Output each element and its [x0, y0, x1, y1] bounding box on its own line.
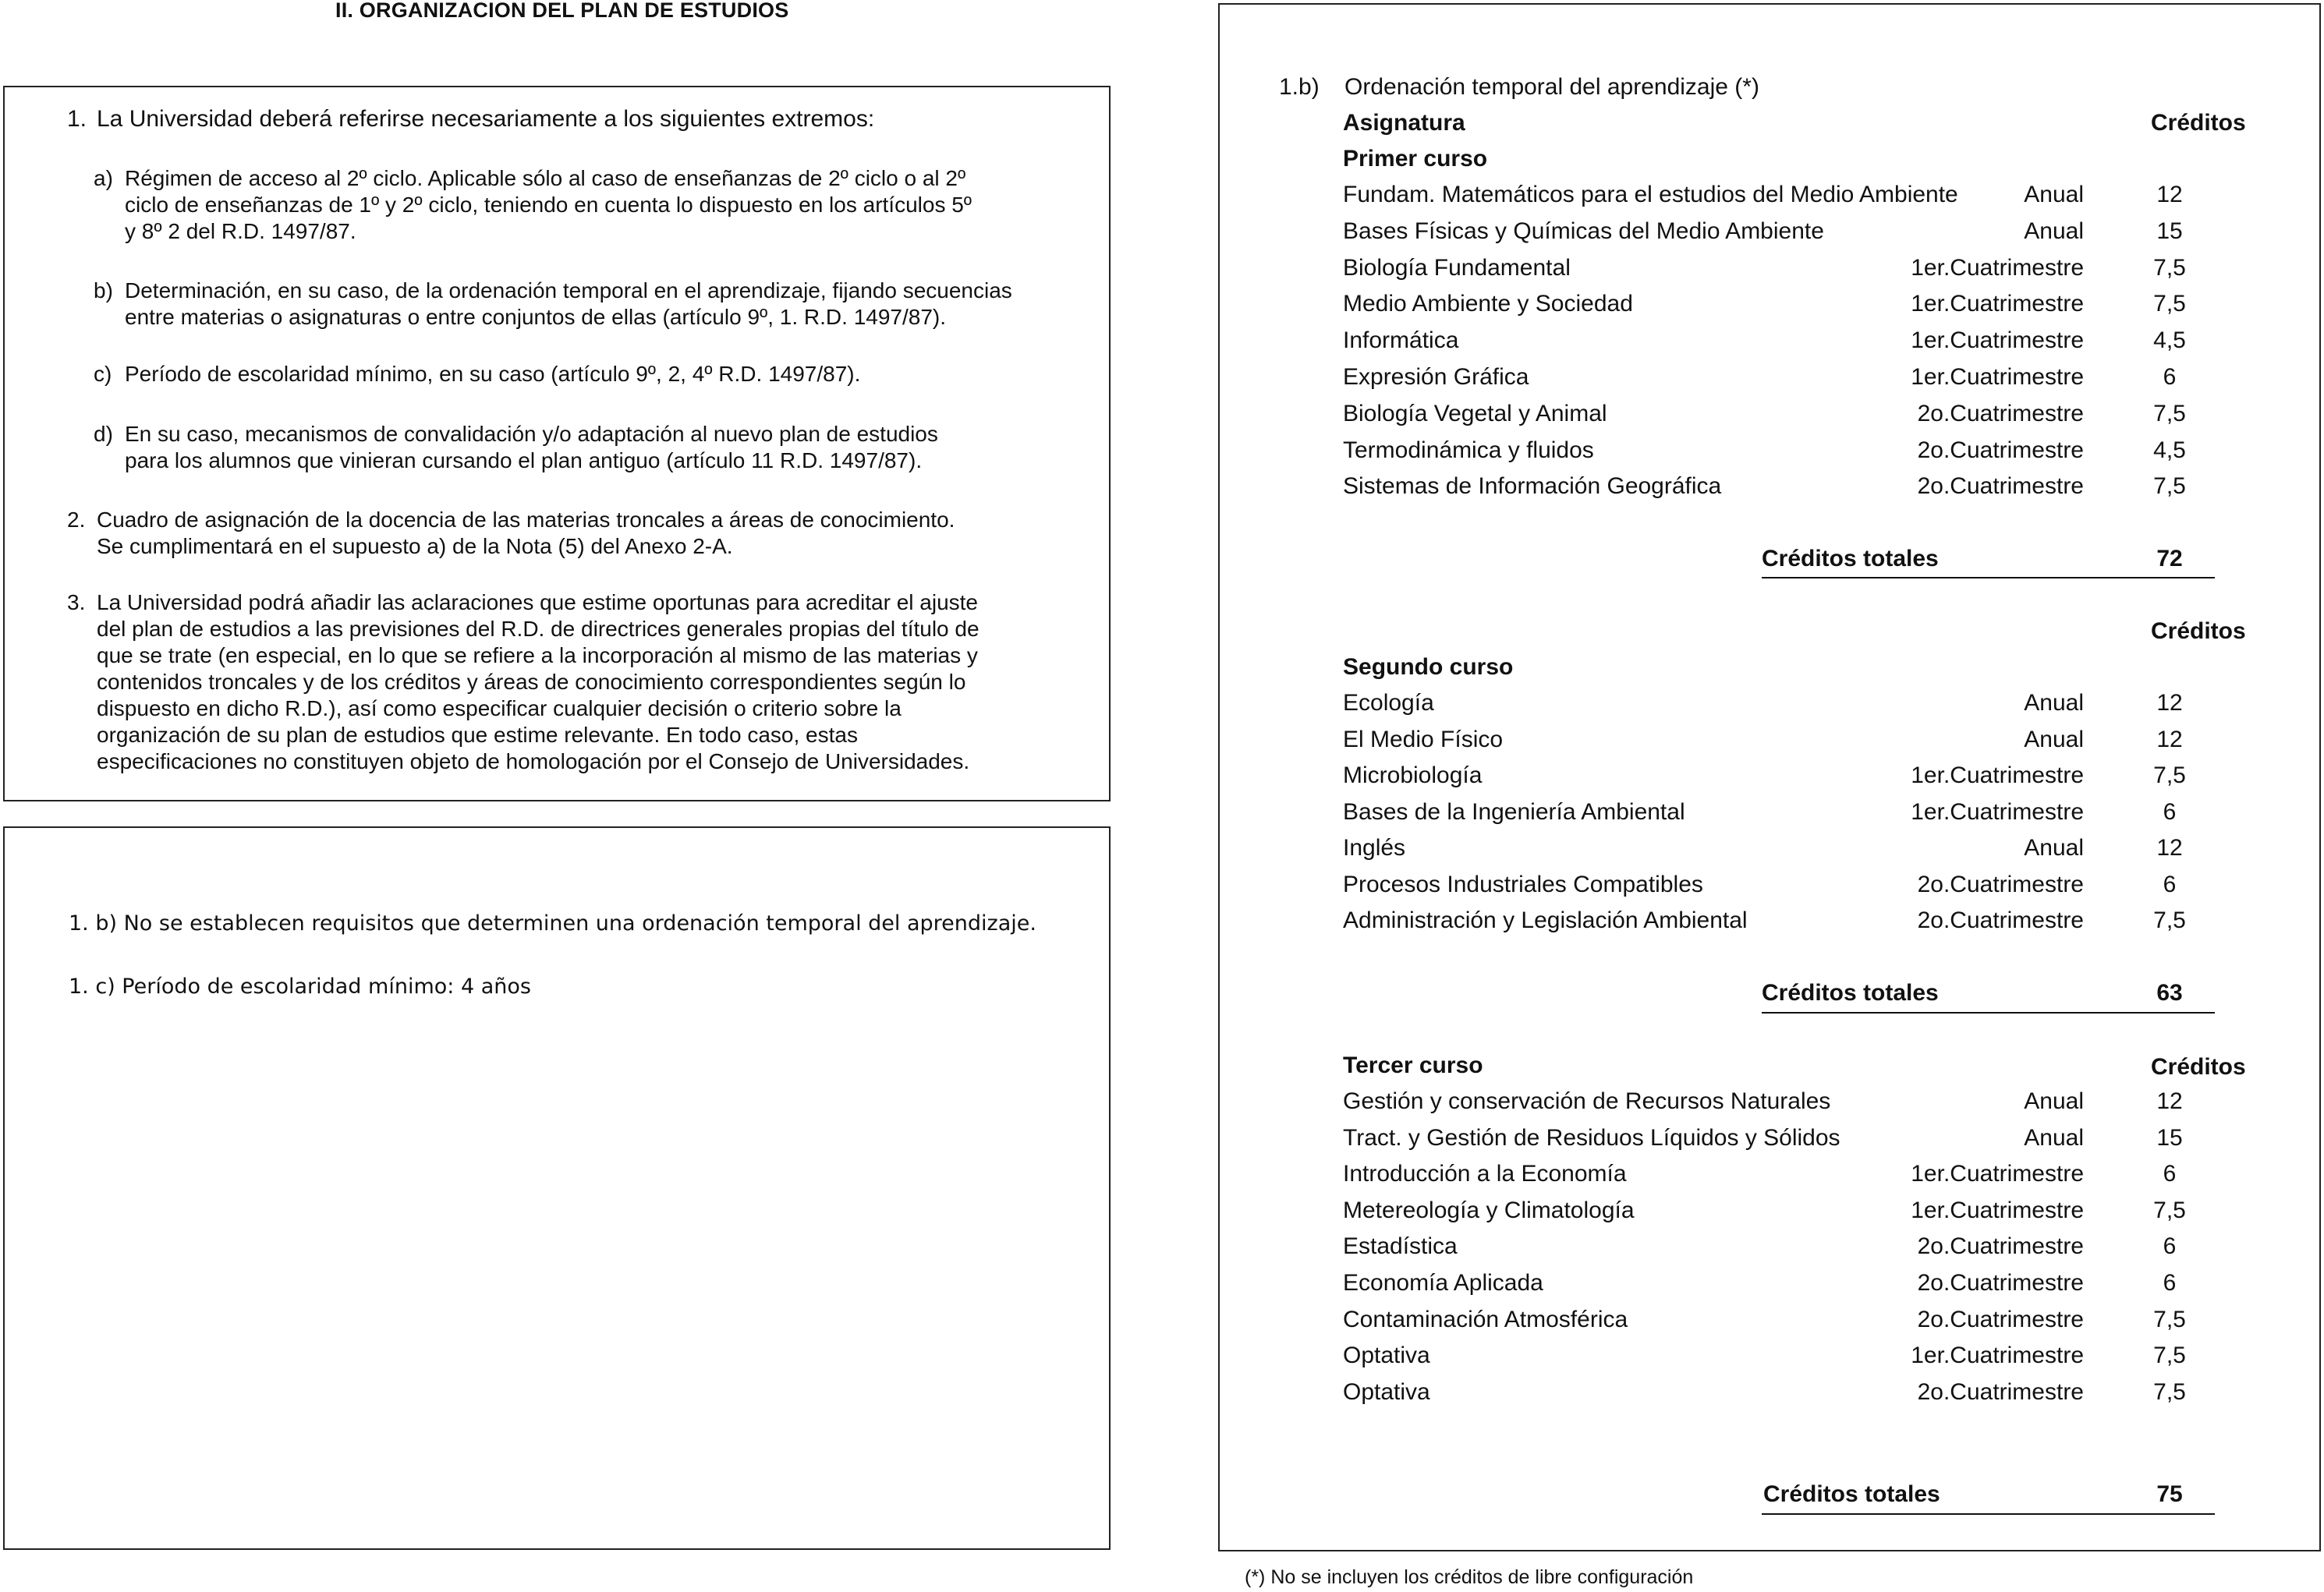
instruction-3-number: 3.: [67, 590, 86, 614]
subject-credits: 6: [2163, 364, 2177, 390]
subject-period: 1er.Cuatrimestre: [1911, 364, 2084, 390]
subject-period: 2o.Cuatrimestre: [1917, 1270, 2084, 1296]
instruction-line: dispuesto en dicho R.D.), así como especificar cualquier decisión o criterio sobre la: [97, 696, 902, 720]
subject-name: Microbiología: [1343, 762, 1483, 788]
total-label: Créditos totales: [1762, 980, 1939, 1006]
subject-row: [1343, 1123, 2232, 1154]
instruction-line: del plan de estudios a las previsiones del R.D. de directrices generales propias del título de: [97, 617, 980, 641]
subject-credits: 7,5: [2153, 1378, 2186, 1405]
column-header-credits: Créditos: [2151, 110, 2246, 136]
subject-period: 1er.Cuatrimestre: [1911, 1343, 2084, 1369]
subject-period: Anual: [2024, 218, 2084, 244]
subject-name: Biología Fundamental: [1343, 254, 1571, 281]
subject-name: Sistemas de Información Geográfica: [1343, 473, 1722, 500]
subject-name: Medio Ambiente y Sociedad: [1343, 291, 1633, 317]
subject-period: 2o.Cuatrimestre: [1917, 1306, 2084, 1332]
subject-name: Tract. y Gestión de Residuos Líquidos y Sólidos: [1343, 1124, 1840, 1151]
subject-name: Procesos Industriales Compatibles: [1343, 871, 1703, 897]
instruction-line: Régimen de acceso al 2º ciclo. Aplicable sólo al caso de enseñanzas de 2º ciclo o al 2º: [125, 166, 966, 190]
subject-period: 2o.Cuatrimestre: [1917, 400, 2084, 426]
instruction-line: En su caso, mecanismos de convalidación y/o adaptación al nuevo plan de estudios: [125, 422, 938, 446]
subject-row: [1343, 179, 2232, 210]
instruction-3: [67, 589, 1050, 775]
total-credits: 63: [2156, 980, 2183, 1006]
instruction-line: organización de su plan de estudios que estime relevante. En todo caso, estas: [97, 723, 858, 747]
subject-credits: 7,5: [2153, 473, 2186, 500]
instruction-line: La Universidad podrá añadir las aclaraciones que estime oportunas para acreditar el ajuste: [97, 590, 978, 614]
subject-credits: 6: [2163, 871, 2177, 897]
instruction-item-b: [94, 278, 1045, 331]
subject-credits: 7,5: [2153, 291, 2186, 317]
course-title: Primer curso: [1343, 146, 1488, 172]
subject-name: Administración y Legislación Ambiental: [1343, 907, 1748, 933]
instruction-2: [67, 507, 1050, 560]
answer-1b: 1. b) No se establecen requisitos que determinen una ordenación temporal del aprendizaje.: [69, 911, 1036, 936]
subject-credits: 7,5: [2153, 1343, 2186, 1369]
course-title: Segundo curso: [1343, 654, 1514, 680]
subject-period: 2o.Cuatrimestre: [1917, 437, 2084, 463]
subject-name: Ecología: [1343, 690, 1434, 716]
subject-name: Expresión Gráfica: [1343, 364, 1529, 390]
subject-row: [1343, 398, 2232, 430]
subject-name: Termodinámica y fluidos: [1343, 437, 1594, 463]
subject-row: [1343, 1304, 2232, 1336]
subject-credits: 12: [2156, 726, 2183, 752]
subject-row: [1343, 1086, 2232, 1117]
instruction-item-d: [94, 421, 1045, 474]
total-credits: 75: [2156, 1481, 2183, 1507]
subject-row: [1343, 1195, 2232, 1226]
subject-credits: 7,5: [2153, 1306, 2186, 1332]
total-label: Créditos totales: [1762, 546, 1939, 571]
subject-credits: 7,5: [2153, 1197, 2186, 1223]
subject-credits: 12: [2156, 182, 2183, 207]
instruction-line: entre materias o asignaturas o entre conjuntos de ellas (artículo 9º, 1. R.D. 1497/87).: [125, 305, 947, 329]
subject-credits: 7,5: [2153, 907, 2186, 933]
subject-row: [1343, 1377, 2232, 1408]
total-underline: [1762, 577, 2215, 578]
subject-period: 2o.Cuatrimestre: [1917, 1233, 2084, 1260]
total-label: Créditos totales: [1763, 1481, 1940, 1507]
subject-period: Anual: [2024, 835, 2084, 861]
instruction-line: que se trate (en especial, en lo que se refiere a la incorporación al mismo de las materias y: [97, 643, 978, 667]
instruction-item-label: b): [94, 278, 113, 302]
subject-name: Optativa: [1343, 1343, 1430, 1369]
column-header-subject: Asignatura: [1343, 110, 1465, 136]
instruction-item-label: c): [94, 362, 112, 386]
subject-period: 1er.Cuatrimestre: [1911, 327, 2084, 354]
subject-row: [1343, 1340, 2232, 1371]
subject-row: [1343, 362, 2232, 393]
instruction-line: Se cumplimentará en el supuesto a) de la Nota (5) del Anexo 2-A.: [97, 534, 733, 558]
subject-period: 2o.Cuatrimestre: [1917, 871, 2084, 897]
subject-row: [1343, 253, 2232, 284]
instruction-line: Período de escolaridad mínimo, en su caso (artículo 9º, 2, 4º R.D. 1497/87).: [125, 362, 861, 386]
subject-name: Bases de la Ingeniería Ambiental: [1343, 798, 1685, 825]
subject-period: Anual: [2024, 690, 2084, 716]
subject-name: Informática: [1343, 327, 1459, 354]
section-title: II. ORGANIZACION DEL PLAN DE ESTUDIOS: [335, 0, 789, 22]
subject-period: Anual: [2024, 1124, 2084, 1151]
subject-row: [1343, 833, 2232, 864]
instruction-line: y 8º 2 del R.D. 1497/87.: [125, 219, 356, 243]
plan-label: 1.b): [1279, 74, 1320, 100]
subject-name: Bases Físicas y Químicas del Medio Ambiente: [1343, 218, 1824, 244]
subject-row: [1343, 869, 2232, 900]
subject-row: [1343, 724, 2232, 755]
subject-credits: 7,5: [2153, 762, 2186, 788]
instruction-item-label: a): [94, 166, 113, 190]
subject-name: Optativa: [1343, 1378, 1430, 1405]
subject-row: [1343, 1231, 2232, 1262]
instruction-line: ciclo de enseñanzas de 1º y 2º ciclo, teniendo en cuenta lo dispuesto en los artículos 5º: [125, 193, 972, 217]
total-credits: 72: [2156, 546, 2183, 571]
subject-period: 2o.Cuatrimestre: [1917, 1378, 2084, 1405]
subject-period: Anual: [2024, 182, 2084, 207]
subject-period: 2o.Cuatrimestre: [1917, 473, 2084, 500]
subject-credits: 15: [2156, 1124, 2183, 1151]
instruction-2-number: 2.: [67, 508, 86, 532]
instruction-1: [67, 106, 1042, 133]
answer-1c: 1. c) Período de escolaridad mínimo: 4 años: [69, 975, 531, 999]
subject-row: [1343, 288, 2232, 320]
subject-row: [1343, 905, 2232, 936]
subject-row: [1343, 471, 2232, 502]
instruction-line: Determinación, en su caso, de la ordenación temporal en el aprendizaje, fijando secuencias: [125, 278, 1012, 302]
total-underline: [1762, 1012, 2215, 1014]
total-row: [1343, 978, 2232, 1009]
instruction-line: contenidos troncales y de los créditos y áreas de conocimiento correspondientes según lo: [97, 670, 966, 694]
plan-heading: [1279, 72, 1759, 103]
subject-period: 1er.Cuatrimestre: [1911, 1161, 2084, 1187]
subject-period: 1er.Cuatrimestre: [1911, 798, 2084, 825]
subject-credits: 6: [2163, 1233, 2177, 1260]
subject-credits: 7,5: [2153, 400, 2186, 426]
subject-row: [1343, 760, 2232, 791]
subject-period: Anual: [2024, 726, 2084, 752]
subject-name: Metereología y Climatología: [1343, 1197, 1635, 1223]
subject-row: [1343, 1159, 2232, 1190]
subject-name: Gestión y conservación de Recursos Naturales: [1343, 1088, 1831, 1114]
subject-row: [1343, 1268, 2232, 1299]
subject-credits: 12: [2156, 690, 2183, 716]
total-underline: [1762, 1513, 2215, 1515]
subject-credits: 6: [2163, 1270, 2177, 1296]
instruction-line: especificaciones no constituyen objeto de homologación por el Consejo de Universidades.: [97, 749, 970, 773]
subject-name: Biología Vegetal y Animal: [1343, 400, 1607, 426]
subject-credits: 12: [2156, 835, 2183, 861]
course-title: Tercer curso: [1343, 1052, 1483, 1078]
subject-credits: 4,5: [2153, 437, 2186, 463]
subject-row: [1343, 688, 2232, 719]
subject-credits: 6: [2163, 798, 2177, 825]
instruction-1-number: 1.: [67, 106, 87, 132]
instruction-1-text: La Universidad deberá referirse necesariamente a los siguientes extremos:: [97, 106, 875, 132]
subject-name: Economía Aplicada: [1343, 1270, 1543, 1296]
subject-name: Estadística: [1343, 1233, 1458, 1260]
instruction-line: para los alumnos que vinieran cursando el plan antiguo (artículo 11 R.D. 1497/87).: [125, 448, 923, 472]
subject-period: Anual: [2024, 1088, 2084, 1114]
subject-period: 1er.Cuatrimestre: [1911, 254, 2084, 281]
instruction-item-c: [94, 361, 1045, 387]
subject-name: El Medio Físico: [1343, 726, 1504, 752]
subject-name: Fundam. Matemáticos para el estudios del Medio Ambiente: [1343, 182, 1958, 207]
subject-name: Inglés: [1343, 835, 1406, 861]
subject-name: Contaminación Atmosférica: [1343, 1306, 1628, 1332]
subject-row: [1343, 435, 2232, 466]
credits-header: Créditos: [2151, 618, 2246, 644]
subject-period: 1er.Cuatrimestre: [1911, 291, 2084, 317]
plan-title: Ordenación temporal del aprendizaje (*): [1344, 74, 1759, 100]
total-row: [1343, 1479, 2232, 1510]
instruction-line: Cuadro de asignación de la docencia de las materias troncales a áreas de conocimiento.: [97, 508, 955, 532]
subject-row: [1343, 216, 2232, 247]
subject-period: 1er.Cuatrimestre: [1911, 762, 2084, 788]
subject-credits: 12: [2156, 1088, 2183, 1114]
credits-header: Créditos: [2151, 1054, 2246, 1080]
total-row: [1343, 543, 2232, 575]
instruction-item-a: [94, 165, 1045, 245]
footnote: (*) No se incluyen los créditos de libre configuración: [1245, 1566, 1694, 1588]
subject-credits: 15: [2156, 218, 2183, 244]
subject-credits: 7,5: [2153, 254, 2186, 281]
subject-row: [1343, 797, 2232, 828]
subject-period: 1er.Cuatrimestre: [1911, 1197, 2084, 1223]
subject-credits: 4,5: [2153, 327, 2186, 354]
subject-name: Introducción a la Economía: [1343, 1161, 1627, 1187]
subject-credits: 6: [2163, 1161, 2177, 1187]
instruction-item-label: d): [94, 422, 113, 446]
subject-row: [1343, 325, 2232, 356]
subject-period: 2o.Cuatrimestre: [1917, 907, 2084, 933]
